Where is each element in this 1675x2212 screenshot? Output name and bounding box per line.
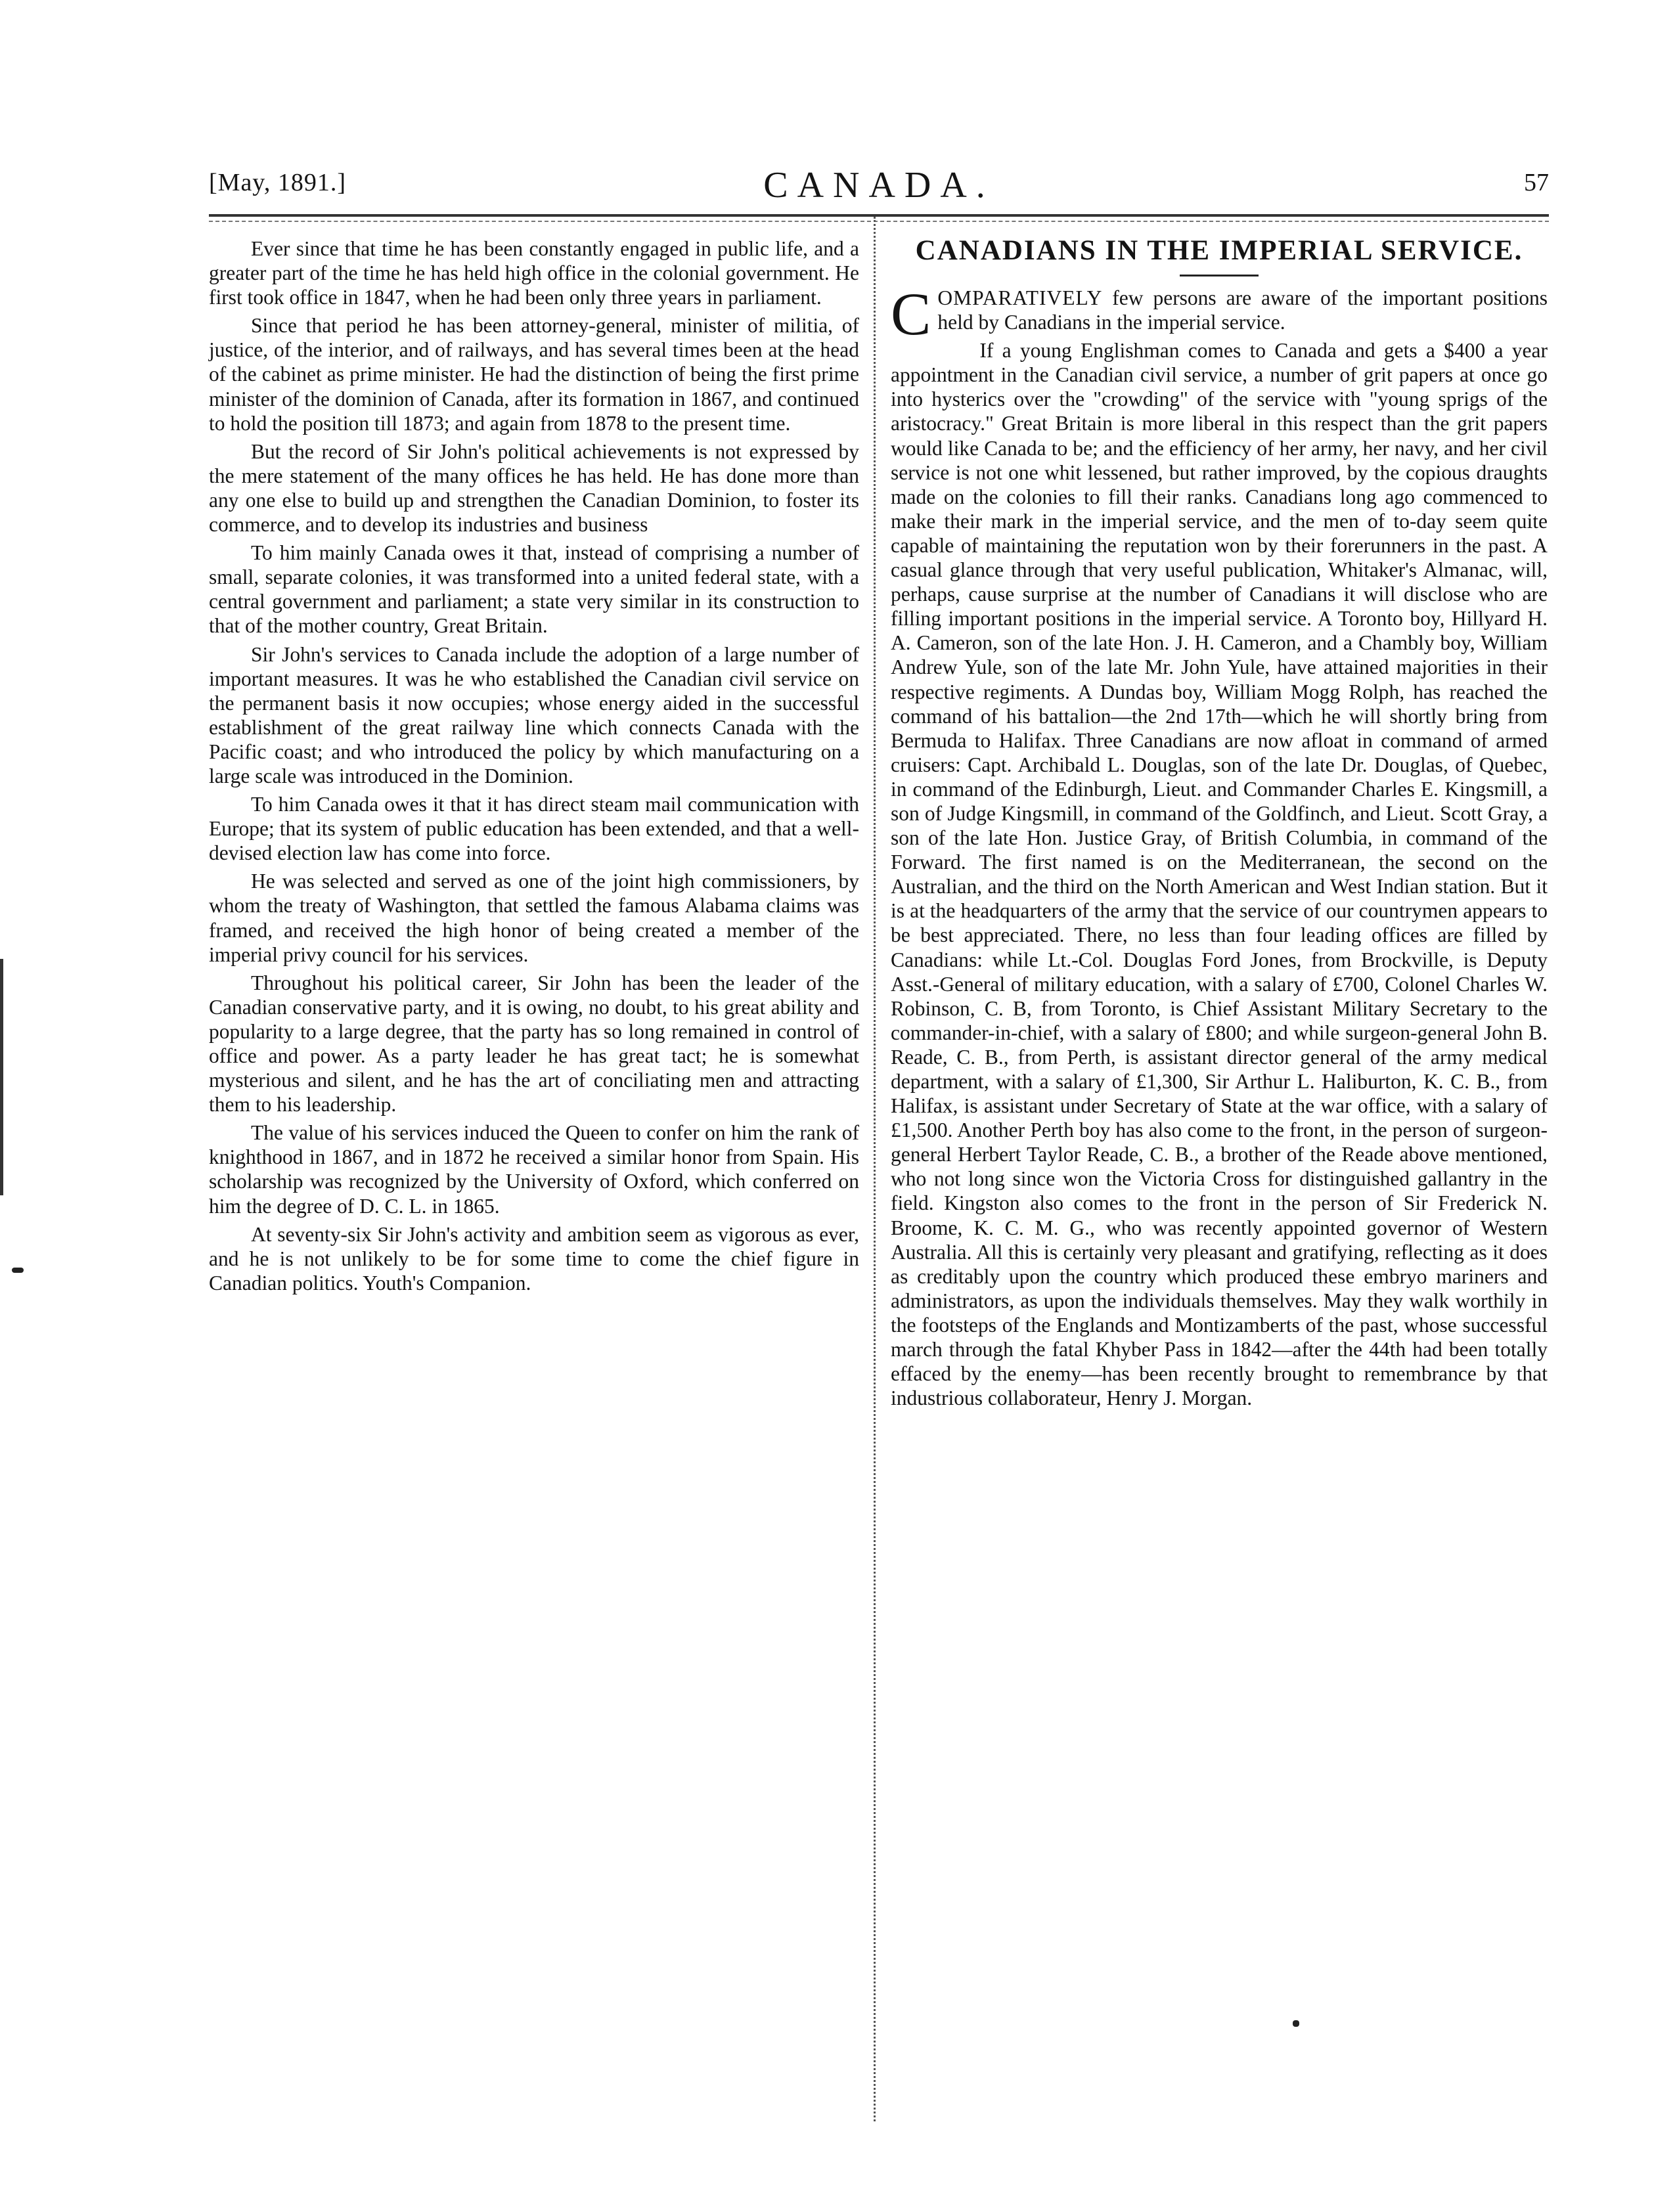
issue-date: [May, 1891.] bbox=[209, 169, 346, 196]
column-divider bbox=[874, 217, 876, 2121]
drop-cap: C bbox=[891, 280, 931, 347]
paragraph: Throughout his political career, Sir John has been the leader of the Canadian conservative party, and it is owing, no doubt, to his great ability and popularity to a large degree, that the party has so long remained in control of office and power. As a party leader he has great tact; he is somewhat mysterious and silent, and he has the art of conciliating men and attracting them to his leadership. bbox=[209, 971, 859, 1117]
paragraph: He was selected and served as one of the joint high commissioners, by whom the treaty of Washington, that settled the famous Alabama claims was framed, and received the high honor of being created a member of the imperial privy council for his services. bbox=[209, 870, 859, 966]
title-rule bbox=[1180, 275, 1259, 276]
paragraph: At seventy-six Sir John's activity and ambition seem as vigorous as ever, and he is not unlikely to be for some time to come the chief figure in Canadian politics. Youth's Companion. bbox=[209, 1222, 859, 1294]
paragraph: Since that period he has been attorney-general, minister of militia, of justice, of the interior, and of railways, and has several times been at the head of the cabinet as prime minister. He had the distinction of being the first prime minister of the dominion of Canada, after its formation in 1867, and continued to hold the position till 1873; and again from 1878 to the present time. bbox=[209, 314, 859, 435]
page-edge-mark bbox=[0, 959, 3, 1195]
page-number: 57 bbox=[1524, 169, 1549, 196]
article-title: CANADIANS IN THE IMPERIAL SERVICE. bbox=[915, 235, 1523, 266]
paragraph: The value of his services induced the Queen to confer on him the rank of knighthood in 1867, and in 1872 he received a similar honor from Spain. His scholarship was recognized by the University of Oxford, which conferred on him the degree of D. C. L. in 1865. bbox=[209, 1121, 859, 1218]
ink-dot bbox=[1293, 2020, 1299, 2027]
lead-paragraph bbox=[891, 280, 1548, 347]
left-column bbox=[209, 236, 859, 1295]
paragraph: If a young Englishman comes to Canada and gets a $400 a year appointment in the Canadian civil service, a number of grit papers at once go into hysterics over the "crowding" of the service with "young sprigs of the aristocracy." Great Britain is more liberal in this respect than the grit papers would like Canada to be; and the efficiency of her army, her navy, and her civil service is not one whit lessened, but rather improved, by the copious draughts made on the colonies to fill their ranks. Canadians long ago commenced to make their mark in the imperial service, and the men of to-day seem quite capable of maintaining the reputation won by their forerunners in the past. A casual glance through that very useful publication, Whitaker's Almanac, will, perhaps, cause surprise at the number of Canadians it will disclose who are filling important positions in the imperial service. A Toronto boy, Hillyard H. A. Cameron, son of the late Hon. J. H. Cameron, and a Chambly boy, William Andrew Yule, son of the late Mr. John Yule, have attained majorities in their respective regiments. A Dundas boy, William Mogg Rolph, has reached the command of his battalion—the 2nd 17th—which he will shortly bring from Bermuda to Halifax. Three Canadians are now afloat in command of armed cruisers: Capt. Archibald L. Douglas, son of the late Dr. Douglas, of Quebec, in command of the Edinburgh, Lieut. and Commander Charles E. Kingsmill, a son of Judge Kingsmill, in command of the Goldfinch, and Lieut. Scott Gray, a son of the late Hon. Justice Gray, of British Columbia, in command of the Forward. The first named is on the Mediterranean, the second on the Australian, and the third on the North American and West Indian station. But it is at the headquarters of the army that the service of our countrymen appears to be best appreciated. There, no less than four leading offices are filled by Canadians: while Lt.-Col. Douglas Ford Jones, from Brockville, is Deputy Asst.-General of military education, with a salary of £700, Colonel Charles W. Robinson, C. B, from Toronto, is Chief Assistant Military Secretary to the commander-in-chief, with a salary of £800; and while surgeon-general John B. Reade, C. B., from Perth, is assistant director general of the army medical department, with a salary of £1,300, Sir Arthur L. Haliburton, K. C. B., from Halifax, is assistant under Secretary of State at the war office, with a salary of £1,500. Another Perth boy has also come to the front, in the person of surgeon-general Herbert Taylor Reade, C. B., a brother of the Reade above mentioned, who not long since won the Victoria Cross for distinguished gallantry in the field. Kingston also comes to the front in the person of Sir Frederick N. Broome, K. C. M. G., who was recently appointed governor of Western Australia. All this is certainly very pleasant and gratifying, reflecting as it does as creditably upon the country which produced these embryo mariners and administrators, as upon the individuals themselves. May they walk worthily in the footsteps of the Englands and Montizamberts of the past, whose successful march through the fatal Khyber Pass in 1842—after the 44th had been totally effaced by the enemy—has been recently brought to remembrance by that industrious collaborateur, Henry J. Morgan. bbox=[891, 339, 1548, 1410]
right-column bbox=[891, 234, 1548, 1410]
paragraph: To him mainly Canada owes it that, instead of comprising a number of small, separate colonies, it was transformed into a united federal state, with a central government and parliament; a state very similar in its construction to that of the mother country, Great Britain. bbox=[209, 541, 859, 638]
lead-smallcaps: OMPARATIVELY bbox=[937, 286, 1103, 309]
paragraph: But the record of Sir John's political achievements is not expressed by the mere statement of the many offices he has held. He has done more than any one else to build up and strengthen the Canadian Dominion, to foster its commerce, and to develop its industries and business bbox=[209, 439, 859, 537]
paragraph: To him Canada owes it that it has direct steam mail communication with Europe; that its system of public education has been extended, and that a well-devised election law has come into force. bbox=[209, 793, 859, 865]
journal-title: CANADA. bbox=[763, 165, 994, 206]
lead-text: few persons are aware of the important positions held by Canadians in the imperial service. bbox=[937, 286, 1548, 334]
header-rule-dashed bbox=[209, 221, 1549, 222]
running-head bbox=[209, 164, 1549, 210]
paragraph: Ever since that time he has been constantly engaged in public life, and a greater part of the time he has held high office in the colonial government. He first took office in 1847, when he had been only three years in parliament. bbox=[209, 237, 859, 309]
header-rule bbox=[209, 214, 1549, 217]
paragraph: Sir John's services to Canada include the adoption of a large number of important measures. It was he who established the Canadian civil service on the permanent basis it now occupies; whose energy aided in the successful establishment of the great railway line which connects Canada with the Pacific coast; and who introduced the policy by which manufacturing on a large scale was introduced in the Dominion. bbox=[209, 642, 859, 787]
ink-smudge bbox=[12, 1268, 24, 1273]
